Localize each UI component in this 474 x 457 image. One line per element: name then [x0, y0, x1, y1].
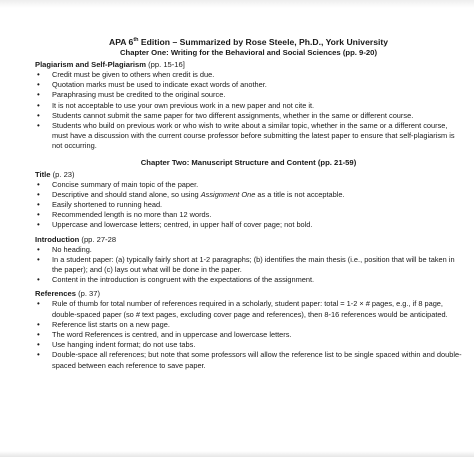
bullet-icon: •	[37, 275, 40, 285]
references-list	[35, 299, 462, 370]
bullet-icon: •	[37, 189, 40, 199]
bullet-icon: •	[37, 70, 40, 79]
list-item: • Easily shortened to running head.	[37, 200, 163, 210]
list-item: • It is not acceptable to use your own previous work in a new paper and not cite it.	[37, 100, 315, 110]
bullet-icon: •	[37, 100, 40, 110]
chapter-one-heading: Chapter One: Writing for the Behavioral and Social Sciences (pp. 9-20)	[119, 48, 378, 57]
list-item: • In a student paper: (a) typically fairly short at 1-2 paragraphs; (b) identifies the main thesis (i.e., position that will be taken in the paper); and (c) lays out what will be done in the paper.	[37, 254, 455, 275]
bullet-icon: •	[37, 340, 40, 350]
introduction-list	[35, 245, 462, 286]
bullet-icon: •	[37, 220, 40, 230]
bullet-icon: •	[37, 210, 40, 220]
document-title: APA 6th Edition – Summarized by Rose Steele, Ph.D., York University	[108, 37, 389, 47]
bullet-icon: •	[37, 121, 40, 131]
bullet-icon: •	[37, 244, 40, 254]
page-bottom-shadow	[0, 451, 474, 457]
list-item: • Students who build on previous work or who wish to write about a similar topic, whether in the same or a different course, must have a discussion with the current course professor before submitting the latest paper to ensure that self-plagiarism is not occurring.	[37, 121, 455, 151]
chapter-two-heading: Chapter Two: Manuscript Structure and Content (pp. 21-59)	[140, 157, 357, 167]
list-item: • Descriptive and should stand alone, so using Assignment One as a title is not acceptable.	[37, 189, 345, 199]
bullet-icon: •	[37, 330, 40, 340]
bullet-icon: •	[37, 90, 40, 100]
list-item: • Quotation marks must be used to indicate exact words of another.	[37, 80, 267, 90]
section-heading-references: References (p. 37)	[35, 289, 101, 299]
bullet-icon: •	[37, 254, 40, 264]
list-item: • Recommended length is no more than 12 words.	[37, 210, 212, 220]
list-item: • Rule of thumb for total number of references required in a scholarly, student paper: total = 1-2 × # pages, e.g., if 8 page, double-spaced paper (so # text pages, excluding cover page and references), then 8-16 references would be anticipated.	[37, 299, 448, 319]
bullet-icon: •	[37, 350, 40, 360]
bullet-icon: •	[37, 319, 40, 329]
list-item: • Content in the introduction is congruent with the expectations of the assignment.	[37, 275, 315, 285]
list-item: • Credit must be given to others when credit is due.	[37, 70, 215, 79]
list-item: • Use hanging indent format; do not use tabs.	[37, 340, 196, 350]
plagiarism-list	[35, 70, 462, 152]
list-item: • Concise summary of main topic of the paper.	[37, 179, 199, 189]
bullet-icon: •	[37, 200, 40, 210]
section-heading-introduction: Introduction (pp. 27-28	[35, 234, 117, 244]
section-heading-title: Title (p. 23)	[35, 169, 75, 179]
bullet-icon: •	[37, 299, 40, 309]
title-list	[35, 180, 462, 231]
section-heading-plagiarism: Plagiarism and Self-Plagiarism (pp. 15-16]	[35, 60, 185, 69]
list-item: • Paraphrasing must be credited to the original source.	[37, 90, 226, 100]
bullet-icon: •	[37, 80, 40, 90]
list-item: • Uppercase and lowercase letters; centred, in upper half of cover page; not bold.	[37, 220, 313, 230]
bullet-icon: •	[37, 179, 40, 189]
list-item: • No heading.	[37, 244, 92, 254]
page-top-shadow	[0, 0, 474, 8]
list-item: • The word References is centred, and in uppercase and lowercase letters.	[37, 330, 292, 340]
list-item: • Reference list starts on a new page.	[37, 319, 170, 329]
list-item: • Double-space all references; but note that some professors will allow the reference list to be single spaced within and double-spaced between each reference to save paper.	[37, 350, 462, 370]
list-item: • Students cannot submit the same paper for two different assignments, whether in the same or different course.	[37, 110, 414, 120]
bullet-icon: •	[37, 110, 40, 120]
